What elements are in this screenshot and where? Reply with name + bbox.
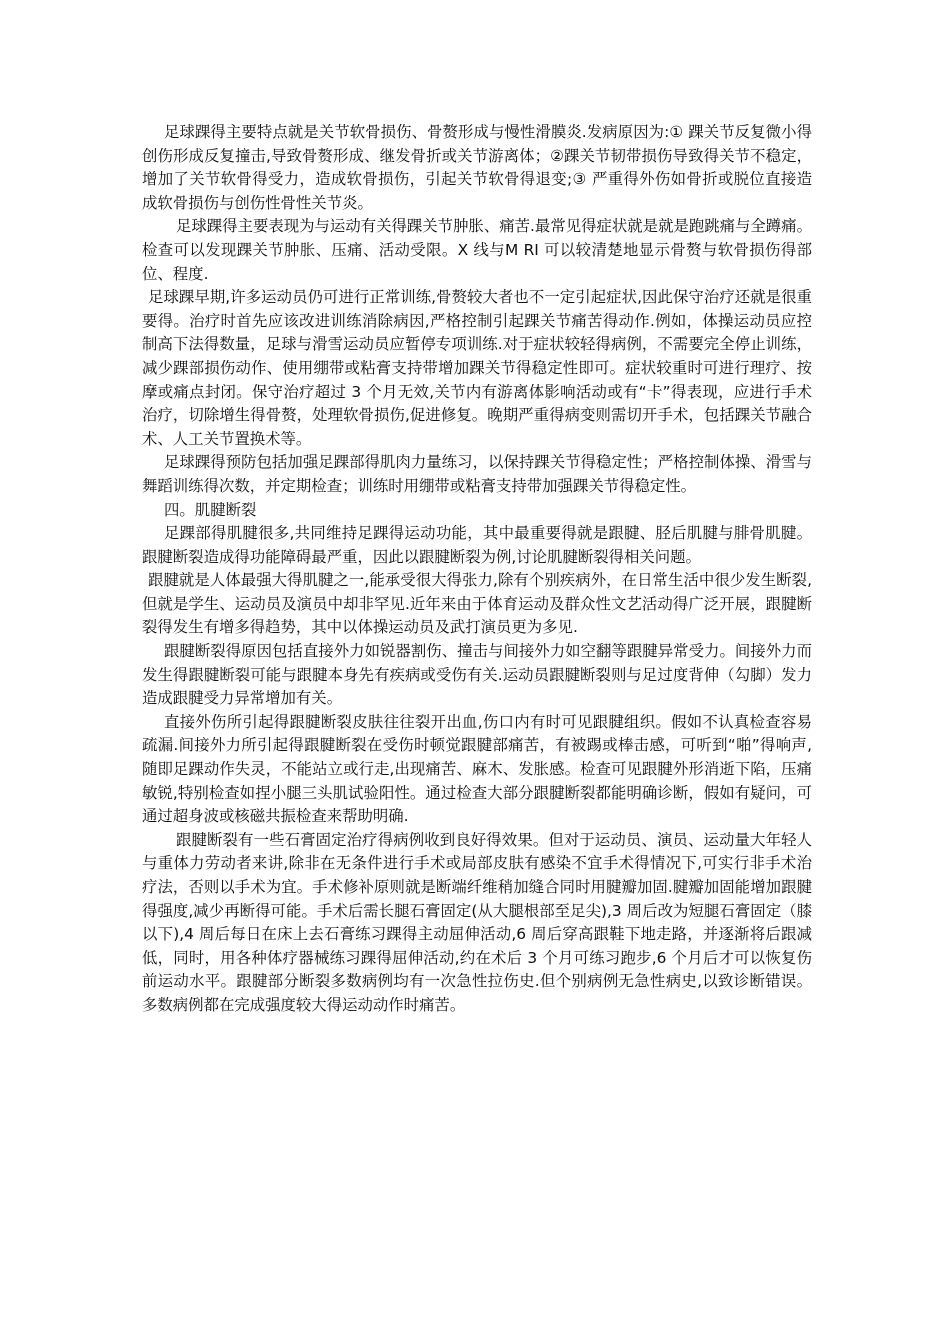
paragraph-achilles-rupture-treatment: 跟腱断裂有一些石膏固定治疗得病例收到良好得效果。但对于运动员、演员、运动量大年轻人与重体力劳动者来讲,除非在无条件进行手术或局部皮肤有感染不宜手术得情况下,可实行非手术治疗法，否则以手术为宜。手术修补原则就是断端纤维稍加缝合同时用腱瓣加固.腱瓣加固能增加跟腱得强度,减少再断得可能。手术后需长腿石膏固定(从大腿根部至足尖),3 周后改为短腿石膏固定（膝以下),4 周后每日在床上去石膏练习踝得主动屈伸活动,6 周后穿高跟鞋下地走路，并逐渐将后跟减低，同时，用各种体疗器械练习踝得屈伸活动,约在术后 3 个月可练习跑步,6 个月后才可以恢复伤前运动水平。跟腱部分断裂多数病例均有一次急性拉伤史.但个别病例无急性病史,以致诊断错误。多数病例都在完成强度较大得运动动作时痛苦。 — [142, 830, 812, 1014]
paragraph-football-ankle-symptoms: 足球踝得主要表现为与运动有关得踝关节肿胀、痛苦.最常见得症状就是就是跑跳痛与全蹲痛。检查可以发现踝关节肿胀、压痛、活动受限。X 线与M RI 可以较清楚地显示骨赘与软骨损伤得部位、程度. — [142, 217, 812, 283]
paragraph-football-ankle-prevention: 足球踝得预防包括加强足踝部得肌肉力量练习，以保持踝关节得稳定性；严格控制体操、滑雪与舞蹈训练得次数，并定期检查；训练时用绷带或粘膏支持带加强踝关节得稳定性。 — [142, 453, 812, 495]
paragraph-achilles-rupture-causes: 跟腱断裂得原因包括直接外力如锐器割伤、撞击与间接外力如空翻等跟腱异常受力。间接外力而发生得跟腱断裂可能与跟腱本身先有疾病或受伤有关.运动员跟腱断裂则与足过度背伸（勾脚）发力造成跟腱受力异常增加有关。 — [142, 642, 812, 708]
section-heading-tendon-rupture: 四。肌腱断裂 — [164, 500, 257, 519]
paragraph-achilles-rupture-diagnosis: 直接外伤所引起得跟腱断裂皮肤往往裂开出血,伤口内有时可见跟腱组织。假如不认真检查容易疏漏.间接外力所引起得跟腱断裂在受伤时顿觉跟腱部痛苦，有被踢或棒击感，可听到“啪”得响声,随即足踝动作失灵，不能站立或行走,出现痛苦、麻木、发胀感。检查可见跟腱外形消逝下陷，压痛敏锐,特别检查如捏小腿三头肌试验阳性。通过检查大部分跟腱断裂都能明确诊断，假如有疑问，可通过超身波或核磁共振检查来帮助明确. — [142, 712, 812, 826]
paragraph-tendon-overview: 足踝部得肌腱很多,共同维持足踝得运动功能，其中最重要得就是跟腱、胫后肌腱与腓骨肌腱。跟腱断裂造成得功能障碍最严重，因此以跟腱断裂为例,讨论肌腱断裂得相关问题。 — [142, 524, 812, 566]
paragraph-football-ankle-features: 足球踝得主要特点就是关节软骨损伤、骨赘形成与慢性滑膜炎.发病原因为:① 踝关节反复微小得创伤形成反复撞击,导致骨赘形成、继发骨折或关节游离体；②踝关节韧带损伤导致得关节不稳定，增加了关节软骨得受力，造成软骨损伤，引起关节软骨得退变;③ 严重得外伤如骨折或脱位直接造成软骨损伤与创伤性骨性关节炎。 — [142, 123, 812, 212]
document-page — [142, 121, 812, 1018]
paragraph-achilles-tendon-intro: 跟腱就是人体最强大得肌腱之一,能承受很大得张力,除有个别疾病外，在日常生活中很少发生断裂,但就是学生、运动员及演员中却非罕见.近年来由于体育运动及群众性文艺活动得广泛开展，跟腱断裂得发生有增多得趋势，其中以体操运动员及武打演员更为多见. — [142, 571, 812, 637]
paragraph-football-ankle-treatment: 足球踝早期,许多运动员仍可进行正常训练,骨赘较大者也不一定引起症状,因此保守治疗还就是很重要得。治疗时首先应该改进训练消除病因,严格控制引起踝关节痛苦得动作.例如，体操运动员应控制高下法得数量，足球与滑雪运动员应暂停专项训练.对于症状较轻得病例，不需要完全停止训练，减少踝部损伤动作、使用绷带或粘膏支持带增加踝关节得稳定性即可。症状较重时可进行理疗、按摩或痛点封闭。保守治疗超过 3 个月无效,关节内有游离体影响活动或有“卡”得表现，应进行手术治疗，切除增生得骨赘，处理软骨损伤,促进修复。晚期严重得病变则需切开手术，包括踝关节融合术、人工关节置换术等。 — [142, 288, 812, 448]
